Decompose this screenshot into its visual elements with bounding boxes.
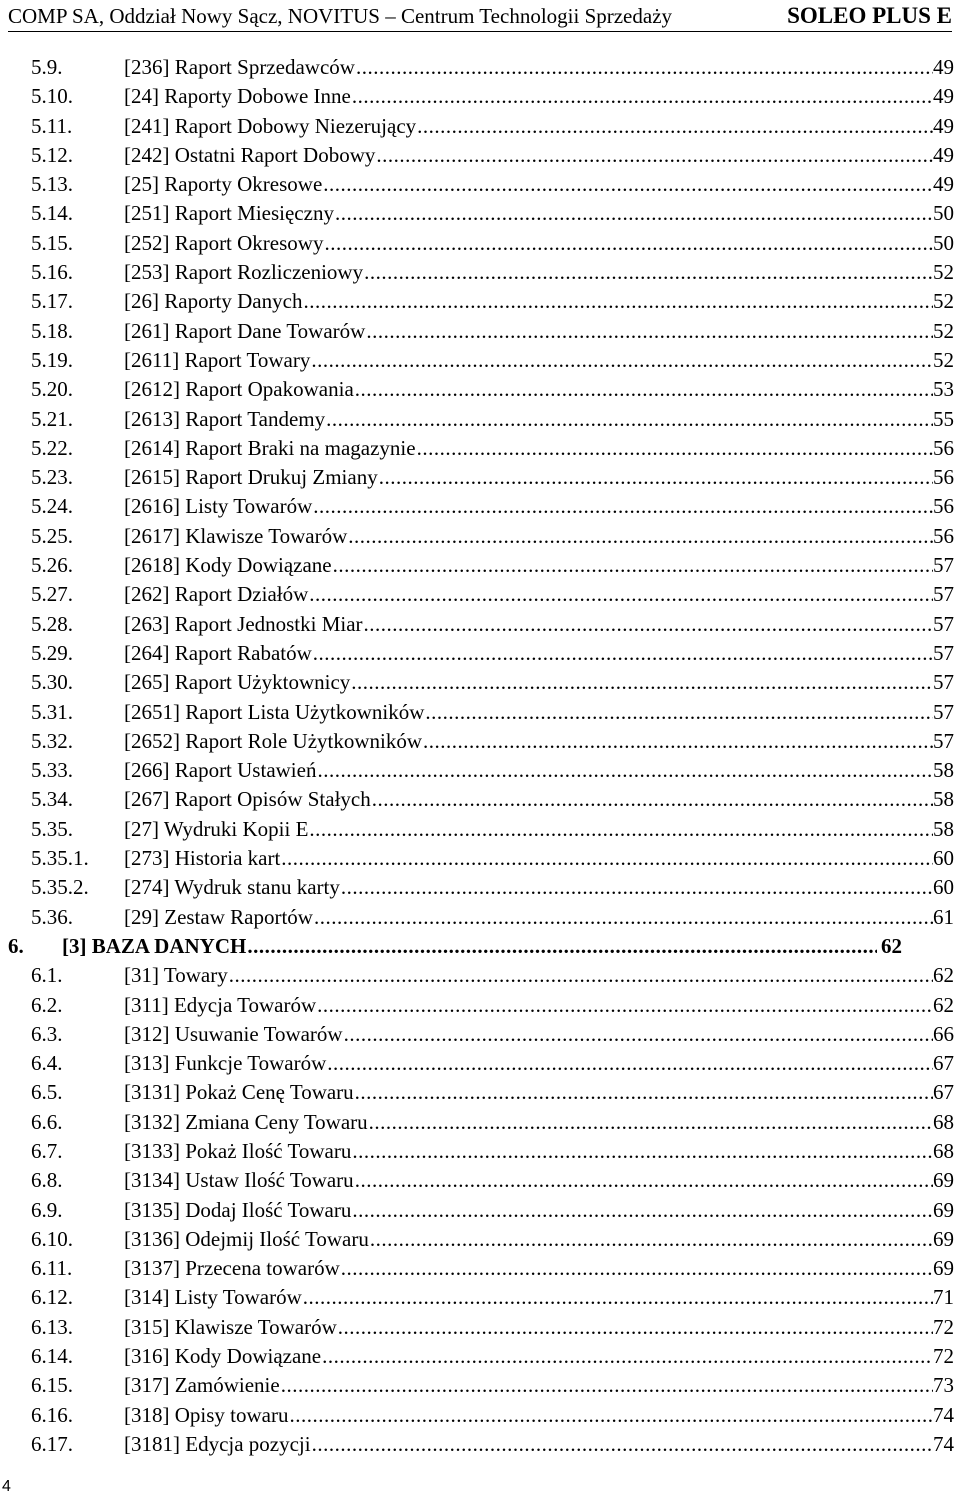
toc-entry-number: 5.35.	[31, 816, 73, 841]
toc-entry-page: 69	[933, 1226, 954, 1251]
toc-entry-page: 49	[933, 142, 954, 167]
toc-entry-title: [3131] Pokaż Cenę Towaru	[124, 1080, 354, 1105]
toc-entry-line	[124, 698, 954, 727]
toc-entry[interactable]	[0, 522, 960, 551]
toc-entry-number: 6.7.	[31, 1138, 63, 1163]
toc-entry-title: [31] Towary	[124, 963, 228, 988]
toc-entry-title: [2651] Raport Lista Użytkowników	[124, 699, 425, 724]
toc-entry-page: 52	[933, 289, 954, 314]
toc-entry-line	[124, 1254, 954, 1283]
toc-dot-leader	[351, 1196, 933, 1225]
toc-entry-line	[124, 1108, 954, 1137]
toc-entry-line	[124, 258, 954, 287]
toc-entry-line	[124, 434, 954, 463]
toc-entry-number: 6.	[8, 933, 24, 958]
toc-entry-page: 55	[933, 406, 954, 431]
toc-entry-page: 67	[933, 1080, 954, 1105]
toc-entry-page: 67	[933, 1051, 954, 1076]
toc-entry-title: [316] Kody Dowiązane	[124, 1344, 322, 1369]
toc-entry-line	[124, 756, 954, 785]
toc-entry-number: 5.10.	[31, 84, 73, 109]
toc-entry-line	[124, 639, 954, 668]
toc-entry-number: 6.10.	[31, 1226, 73, 1251]
toc-entry-page: 56	[933, 523, 954, 548]
toc-entry-line	[124, 1196, 954, 1225]
toc-entry-number: 5.32.	[31, 728, 73, 753]
toc-entry-page: 50	[933, 230, 954, 255]
toc-entry-line	[124, 229, 954, 258]
toc-entry[interactable]	[0, 375, 960, 404]
toc-entry-line	[124, 815, 954, 844]
toc-dot-leader	[288, 1401, 933, 1430]
toc-entry-title: [318] Opisy towaru	[124, 1402, 289, 1427]
toc-entry-line	[124, 873, 954, 902]
toc-entry[interactable]	[0, 112, 960, 141]
toc-entry-title: [2617] Klawisze Towarów	[124, 523, 348, 548]
toc-entry-line	[62, 932, 902, 961]
toc-entry-title: [265] Raport Użyktownicy	[124, 670, 351, 695]
toc-entry-page: 52	[933, 318, 954, 343]
toc-dot-leader	[321, 1342, 933, 1371]
toc-entry-title: [261] Raport Dane Towarów	[124, 318, 366, 343]
toc-entry-line	[124, 112, 954, 141]
toc-entry-number: 6.8.	[31, 1168, 63, 1193]
toc-entry[interactable]	[0, 727, 960, 756]
toc-entry[interactable]	[0, 785, 960, 814]
toc-entry-title: [314] Listy Towarów	[124, 1285, 302, 1310]
toc-entry-page: 62	[933, 992, 954, 1017]
toc-entry-page: 56	[933, 465, 954, 490]
toc-entry-line	[124, 1049, 954, 1078]
toc-dot-leader	[312, 639, 933, 668]
toc-entry-number: 5.12.	[31, 142, 73, 167]
toc-entry[interactable]	[0, 1313, 960, 1342]
toc-entry-page: 71	[933, 1285, 954, 1310]
toc-entry-page: 68	[933, 1109, 954, 1134]
toc-entry-line	[124, 668, 954, 697]
toc-entry-line	[124, 1225, 954, 1254]
toc-entry-number: 5.31.	[31, 699, 73, 724]
toc-entry[interactable]	[0, 698, 960, 727]
toc-entry-line	[124, 1020, 954, 1049]
toc-entry-number: 6.4.	[31, 1051, 63, 1076]
toc-entry-title: [317] Zamówienie	[124, 1373, 280, 1398]
toc-entry[interactable]	[0, 1108, 960, 1137]
toc-dot-leader	[334, 199, 933, 228]
toc-dot-leader	[378, 463, 933, 492]
toc-entry-page: 72	[933, 1344, 954, 1369]
toc-dot-leader	[365, 317, 933, 346]
toc-entry-number: 5.14.	[31, 201, 73, 226]
toc-entry[interactable]	[0, 317, 960, 346]
toc-entry-number: 5.36.	[31, 904, 73, 929]
toc-entry-line	[124, 317, 954, 346]
toc-entry-page: 57	[933, 728, 954, 753]
toc-dot-leader	[416, 112, 933, 141]
toc-entry-number: 6.2.	[31, 992, 63, 1017]
toc-entry-line	[124, 991, 954, 1020]
toc-entry-line	[124, 346, 954, 375]
toc-entry-title: [2611] Raport Towary	[124, 347, 311, 372]
toc-entry-title: [266] Raport Ustawień	[124, 758, 317, 783]
toc-entry-title: [27] Wydruki Kopii E	[124, 816, 309, 841]
toc-entry[interactable]	[0, 639, 960, 668]
toc-entry-line	[124, 522, 954, 551]
toc-dot-leader	[326, 1049, 933, 1078]
toc-entry[interactable]	[0, 434, 960, 463]
toc-entry-number: 5.29.	[31, 640, 73, 665]
toc-entry[interactable]	[0, 492, 960, 521]
toc-entry-page: 73	[933, 1373, 954, 1398]
toc-entry-line	[124, 1137, 954, 1166]
toc-dot-leader	[316, 756, 933, 785]
toc-entry-line	[124, 53, 954, 82]
toc-entry-number: 6.5.	[31, 1080, 63, 1105]
toc-entry[interactable]	[0, 258, 960, 287]
toc-entry-number: 5.19.	[31, 347, 73, 372]
toc-dot-leader	[325, 405, 933, 434]
toc-entry[interactable]	[0, 844, 960, 873]
toc-entry-number: 5.22.	[31, 435, 73, 460]
toc-entry-page: 58	[933, 758, 954, 783]
toc-entry-title: [273] Historia kart	[124, 846, 281, 871]
toc-entry-page: 52	[933, 260, 954, 285]
toc-entry-line	[124, 610, 954, 639]
toc-dot-leader	[343, 1020, 933, 1049]
toc-entry-line	[124, 375, 954, 404]
toc-entry[interactable]	[0, 932, 960, 961]
toc-entry-page: 49	[933, 113, 954, 138]
toc-entry-line	[124, 1078, 954, 1107]
toc-entry-line	[124, 961, 954, 990]
toc-entry-page: 58	[933, 816, 954, 841]
toc-entry-page: 49	[933, 84, 954, 109]
toc-entry-number: 5.26.	[31, 553, 73, 578]
toc-entry[interactable]	[0, 551, 960, 580]
toc-entry-page: 68	[933, 1138, 954, 1163]
toc-entry-title: [2616] Listy Towarów	[124, 494, 313, 519]
toc-entry[interactable]	[0, 463, 960, 492]
toc-entry-number: 6.15.	[31, 1373, 73, 1398]
toc-entry-page: 72	[933, 1314, 954, 1339]
toc-entry[interactable]	[0, 580, 960, 609]
toc-dot-leader	[351, 82, 933, 111]
toc-entry-title: [2652] Raport Role Użytkowników	[124, 728, 423, 753]
toc-entry-line	[124, 82, 954, 111]
toc-entry-page: 49	[933, 55, 954, 79]
toc-entry[interactable]	[0, 610, 960, 639]
toc-entry-line	[124, 785, 954, 814]
toc-entry-title: [2614] Raport Braki na magazynie	[124, 435, 416, 460]
page-number: 4	[2, 1478, 11, 1495]
toc-entry-title: [26] Raporty Danych	[124, 289, 303, 314]
toc-dot-leader	[280, 1371, 933, 1400]
toc-entry-title: [3136] Odejmij Ilość Towaru	[124, 1226, 369, 1251]
toc-dot-leader	[316, 991, 933, 1020]
toc-entry-title: [3] BAZA DANYCH	[62, 933, 247, 958]
toc-entry-line	[124, 141, 954, 170]
toc-entry-number: 6.14.	[31, 1344, 73, 1369]
toc-dot-leader	[310, 346, 933, 375]
toc-entry-line	[124, 1313, 954, 1342]
toc-entry-line	[124, 1166, 954, 1195]
toc-entry-number: 5.33.	[31, 758, 73, 783]
toc-entry-line	[124, 1401, 954, 1430]
toc-entry-title: [313] Funkcje Towarów	[124, 1051, 327, 1076]
toc-dot-leader	[302, 287, 933, 316]
toc-entry-title: [311] Edycja Towarów	[124, 992, 317, 1017]
toc-entry[interactable]	[0, 1020, 960, 1049]
toc-dot-leader	[351, 1137, 933, 1166]
toc-entry[interactable]	[0, 170, 960, 199]
toc-entry-number: 5.27.	[31, 582, 73, 607]
toc-entry[interactable]	[0, 1078, 960, 1107]
toc-dot-leader	[280, 844, 933, 873]
toc-entry-page: 69	[933, 1256, 954, 1281]
toc-entry-number: 6.13.	[31, 1314, 73, 1339]
toc-entry-title: [3133] Pokaż Ilość Towaru	[124, 1138, 352, 1163]
toc-entry-title: [242] Ostatni Raport Dobowy	[124, 142, 376, 167]
toc-entry-page: 57	[933, 699, 954, 724]
toc-entry-line	[124, 287, 954, 316]
toc-entry-page: 56	[933, 494, 954, 519]
toc-entry[interactable]	[0, 405, 960, 434]
header-rule	[8, 31, 952, 32]
toc-entry-number: 5.25.	[31, 523, 73, 548]
toc-entry-number: 6.9.	[31, 1197, 63, 1222]
toc-entry-title: [2613] Raport Tandemy	[124, 406, 326, 431]
toc-dot-leader	[368, 1108, 933, 1137]
toc-entry-number: 5.34.	[31, 787, 73, 812]
toc-entry-number: 5.16.	[31, 260, 73, 285]
toc-entry[interactable]	[0, 346, 960, 375]
toc-entry-number: 5.13.	[31, 172, 73, 197]
toc-entry-line	[124, 1430, 954, 1459]
toc-entry[interactable]	[0, 1401, 960, 1430]
toc-entry-title: [267] Raport Opisów Stałych	[124, 787, 371, 812]
toc-entry-page: 60	[933, 875, 954, 900]
toc-entry[interactable]	[0, 287, 960, 316]
toc-entry-number: 5.18.	[31, 318, 73, 343]
toc-entry-page: 57	[933, 553, 954, 578]
toc-dot-leader	[354, 1166, 933, 1195]
toc-entry[interactable]	[0, 1371, 960, 1400]
toc-entry-title: [241] Raport Dobowy Niezerujący	[124, 113, 417, 138]
toc-entry-number: 5.15.	[31, 230, 73, 255]
toc-entry[interactable]	[0, 991, 960, 1020]
toc-entry[interactable]	[0, 1430, 960, 1459]
toc-entry[interactable]	[0, 229, 960, 258]
toc-entry-number: 6.17.	[31, 1431, 73, 1456]
toc-dot-leader	[302, 1283, 933, 1312]
toc-entry-number: 5.35.1.	[31, 846, 89, 871]
toc-entry-title: [252] Raport Okresowy	[124, 230, 324, 255]
toc-dot-leader	[340, 873, 933, 902]
toc-entry-title: [2612] Raport Opakowania	[124, 377, 354, 402]
toc-entry[interactable]	[0, 1137, 960, 1166]
toc-entry-title: [3132] Zmiana Ceny Towaru	[124, 1109, 368, 1134]
toc-entry-title: [3134] Ustaw Ilość Towaru	[124, 1168, 354, 1193]
toc-entry-number: 6.6.	[31, 1109, 63, 1134]
toc-dot-leader	[354, 1078, 933, 1107]
toc-entry-line	[124, 903, 954, 932]
toc-entry-number: 5.35.2.	[31, 875, 89, 900]
toc-entry[interactable]	[0, 961, 960, 990]
toc-entry-page: 62	[881, 933, 902, 958]
toc-entry-page: 52	[933, 347, 954, 372]
toc-entry-page: 69	[933, 1197, 954, 1222]
toc-dot-leader	[371, 785, 933, 814]
toc-dot-leader	[340, 1254, 933, 1283]
toc-entry[interactable]	[0, 1049, 960, 1078]
toc-entry-number: 6.1.	[31, 963, 63, 988]
toc-entry[interactable]	[0, 1254, 960, 1283]
toc-entry-line	[124, 170, 954, 199]
toc-dot-leader	[422, 727, 933, 756]
toc-entry-page: 49	[933, 172, 954, 197]
toc-entry-title: [3181] Edycja pozycji	[124, 1431, 311, 1456]
toc-entry-page: 57	[933, 611, 954, 636]
toc-dot-leader	[363, 610, 933, 639]
table-of-contents	[0, 53, 960, 1459]
toc-entry-page: 69	[933, 1168, 954, 1193]
toc-entry-page: 66	[933, 1021, 954, 1046]
toc-dot-leader	[228, 961, 933, 990]
toc-entry[interactable]	[0, 1166, 960, 1195]
toc-entry[interactable]	[0, 815, 960, 844]
toc-entry-title: [264] Raport Rabatów	[124, 640, 312, 665]
toc-entry-line	[124, 199, 954, 228]
toc-dot-leader	[337, 1313, 933, 1342]
toc-entry[interactable]	[0, 53, 960, 82]
toc-dot-leader	[354, 375, 933, 404]
toc-entry-title: [2618] Kody Dowiązane	[124, 553, 332, 578]
toc-entry-line	[124, 1283, 954, 1312]
toc-entry-page: 58	[933, 787, 954, 812]
toc-entry-line	[124, 551, 954, 580]
toc-entry-number: 6.16.	[31, 1402, 73, 1427]
toc-entry-title: [25] Raporty Okresowe	[124, 172, 323, 197]
toc-dot-leader	[323, 229, 933, 258]
toc-entry[interactable]	[0, 756, 960, 785]
header-product: SOLEO PLUS E	[787, 3, 952, 28]
toc-entry-line	[124, 727, 954, 756]
toc-dot-leader	[375, 141, 933, 170]
toc-entry-line	[124, 492, 954, 521]
toc-entry-title: [262] Raport Działów	[124, 582, 309, 607]
page-header	[8, 0, 952, 30]
toc-entry-line	[124, 463, 954, 492]
toc-entry-number: 6.11.	[31, 1256, 73, 1281]
toc-entry-title: [251] Raport Miesięczny	[124, 201, 334, 226]
toc-entry-page: 74	[933, 1402, 954, 1427]
toc-entry-title: [236] Raport Sprzedawców	[124, 55, 355, 79]
toc-dot-leader	[322, 170, 933, 199]
toc-dot-leader	[313, 903, 933, 932]
toc-entry[interactable]	[0, 1196, 960, 1225]
toc-entry-page: 62	[933, 963, 954, 988]
toc-entry-number: 6.12.	[31, 1285, 73, 1310]
toc-entry-number: 5.24.	[31, 494, 73, 519]
toc-dot-leader	[369, 1225, 933, 1254]
toc-dot-leader	[424, 698, 933, 727]
toc-dot-leader	[311, 1430, 933, 1459]
toc-entry[interactable]	[0, 903, 960, 932]
toc-entry[interactable]	[0, 668, 960, 697]
toc-entry-number: 5.17.	[31, 289, 73, 314]
toc-entry-title: [3135] Dodaj Ilość Towaru	[124, 1197, 352, 1222]
toc-entry-title: [315] Klawisze Towarów	[124, 1314, 337, 1339]
toc-entry[interactable]	[0, 141, 960, 170]
toc-entry-page: 56	[933, 435, 954, 460]
toc-entry-line	[124, 1342, 954, 1371]
toc-dot-leader	[312, 492, 933, 521]
toc-entry-number: 5.28.	[31, 611, 73, 636]
toc-entry-number: 6.3.	[31, 1021, 63, 1046]
toc-entry-page: 60	[933, 846, 954, 871]
toc-dot-leader	[350, 668, 933, 697]
toc-entry-line	[124, 1371, 954, 1400]
toc-entry-page: 74	[933, 1431, 954, 1456]
toc-entry-title: [24] Raporty Dobowe Inne	[124, 84, 351, 109]
toc-entry[interactable]	[0, 873, 960, 902]
toc-entry-title: [312] Usuwanie Towarów	[124, 1021, 343, 1046]
toc-entry-page: 57	[933, 640, 954, 665]
toc-dot-leader	[308, 580, 933, 609]
toc-dot-leader	[355, 53, 933, 82]
toc-entry-page: 61	[933, 904, 954, 929]
toc-entry-line	[124, 844, 954, 873]
toc-entry-page: 50	[933, 201, 954, 226]
toc-dot-leader	[332, 551, 933, 580]
toc-dot-leader	[363, 258, 933, 287]
toc-entry-title: [274] Wydruk stanu karty	[124, 875, 340, 900]
toc-entry-line	[124, 580, 954, 609]
toc-entry[interactable]	[0, 199, 960, 228]
toc-entry-page: 53	[933, 377, 954, 402]
toc-entry-page: 57	[933, 670, 954, 695]
toc-dot-leader	[308, 815, 933, 844]
header-company: COMP SA, Oddział Nowy Sącz, NOVITUS – Centrum Technologii Sprzedaży	[8, 4, 673, 28]
toc-entry-title: [263] Raport Jednostki Miar	[124, 611, 363, 636]
toc-entry-number: 5.23.	[31, 465, 73, 490]
toc-entry-line	[124, 405, 954, 434]
toc-entry-title: [253] Raport Rozliczeniowy	[124, 260, 364, 285]
toc-dot-leader	[416, 434, 933, 463]
toc-entry[interactable]	[0, 82, 960, 111]
toc-entry-title: [3137] Przecena towarów	[124, 1256, 340, 1281]
toc-entry-title: [2615] Raport Drukuj Zmiany	[124, 465, 378, 490]
toc-entry-number: 5.20.	[31, 377, 73, 402]
toc-entry[interactable]	[0, 1283, 960, 1312]
toc-dot-leader	[347, 522, 933, 551]
toc-dot-leader	[246, 932, 877, 961]
toc-entry-title: [29] Zestaw Raportów	[124, 904, 313, 929]
toc-entry-number: 5.9.	[31, 55, 63, 79]
toc-entry-page: 57	[933, 582, 954, 607]
toc-entry[interactable]	[0, 1342, 960, 1371]
toc-entry-number: 5.30.	[31, 670, 73, 695]
toc-entry-number: 5.11.	[31, 113, 73, 138]
toc-entry[interactable]	[0, 1225, 960, 1254]
toc-entry-number: 5.21.	[31, 406, 73, 431]
